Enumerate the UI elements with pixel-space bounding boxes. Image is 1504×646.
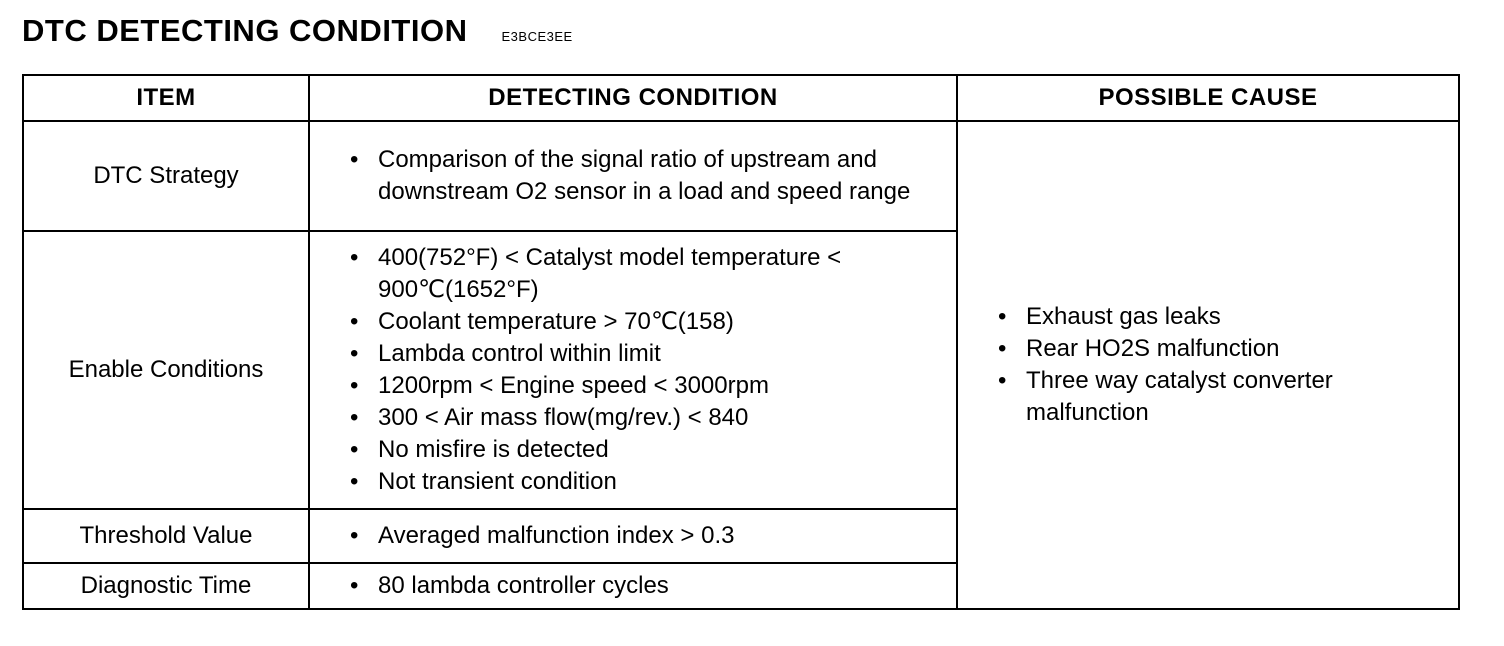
condition-list [350, 570, 956, 602]
condition-item: • 1200rpm < Engine speed < 3000rpm [350, 370, 956, 402]
condition-item: • Coolant temperature > 70℃(158) [350, 306, 956, 338]
document-header [22, 12, 573, 50]
condition-item: • Averaged malfunction index > 0.3 [350, 520, 956, 552]
dtc-condition-table [22, 74, 1460, 610]
condition-list [350, 242, 956, 498]
table-header-row [23, 75, 1459, 121]
item-cell: Enable Conditions [23, 231, 309, 509]
condition-item: • Lambda control within limit [350, 338, 956, 370]
condition-item: • Not transient condition [350, 466, 956, 498]
column-header-cause: POSSIBLE CAUSE [957, 75, 1459, 121]
cause-item: • Rear HO2S malfunction [998, 333, 1458, 365]
page-title: DTC DETECTING CONDITION [22, 13, 468, 48]
cause-list [998, 301, 1458, 429]
item-cell: DTC Strategy [23, 121, 309, 231]
document-code: E3BCE3EE [501, 29, 573, 44]
condition-item: • 400(752°F) < Catalyst model temperature < 900℃(1652°F) [350, 242, 918, 306]
column-header-condition: DETECTING CONDITION [309, 75, 957, 121]
condition-item: • Comparison of the signal ratio of upstream and downstream O2 sensor in a load and speed range [350, 144, 938, 208]
condition-item: • 80 lambda controller cycles [350, 570, 956, 602]
condition-list [350, 520, 956, 552]
cause-item: • Exhaust gas leaks [998, 301, 1458, 333]
condition-item: • No misfire is detected [350, 434, 956, 466]
condition-cell [309, 509, 957, 563]
condition-item: • 300 < Air mass flow(mg/rev.) < 840 [350, 402, 956, 434]
condition-cell [309, 231, 957, 509]
condition-cell [309, 121, 957, 231]
table-row-dtc-strategy [23, 121, 1459, 231]
cause-item: • Three way catalyst converter malfunction [998, 365, 1406, 429]
condition-cell [309, 563, 957, 609]
item-cell: Threshold Value [23, 509, 309, 563]
item-cell: Diagnostic Time [23, 563, 309, 609]
condition-list [350, 144, 956, 208]
column-header-item: ITEM [23, 75, 309, 121]
possible-cause-cell [957, 121, 1459, 609]
